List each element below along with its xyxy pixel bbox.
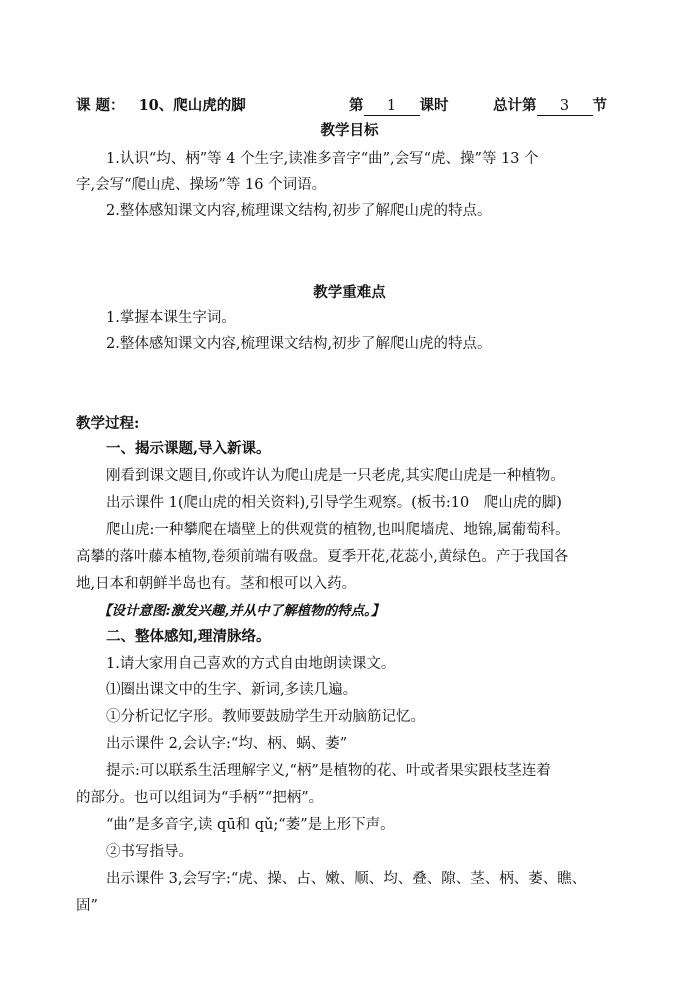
total-number: 3	[537, 97, 593, 116]
goals-item-1-line-2: 字,会写“爬山虎、操场”等 16 个词语。	[76, 177, 327, 193]
section-1-paragraph-3-line-1: 爬山虎:一种攀爬在墙壁上的供观赏的植物,也叫爬墙虎、地锦,属葡萄科。	[106, 522, 570, 538]
topic-value: 10、爬山虎的脚	[138, 97, 246, 114]
section-2-paragraph-1: 1.请大家用自己喜欢的方式自由地朗读课文。	[106, 656, 396, 672]
topic-label: 课 题：	[76, 97, 125, 114]
section-2-paragraph-7: ②书写指导。	[106, 844, 193, 860]
keypoints-item-2: 2.整体感知课文内容,梳理课文结构,初步了解爬山虎的特点。	[106, 336, 492, 352]
section-2-paragraph-5-line-1: 提示:可以联系生活理解字义,“柄”是植物的花、叶或者果实跟枝茎连着	[106, 763, 551, 779]
section-1-paragraph-3-line-3: 地,日本和朝鲜半岛也有。茎和根可以入药。	[76, 576, 357, 592]
section-2-heading: 二、整体感知,理清脉络。	[106, 628, 271, 645]
header-topic	[76, 96, 246, 116]
section-1-heading: 一、揭示课题,导入新课。	[106, 440, 271, 457]
header-total	[493, 96, 607, 116]
section-1-paragraph-3-line-2: 高攀的落叶藤本植物,卷须前端有吸盘。夏季开花,花蕊小,黄绿色。产于我国各	[76, 549, 569, 565]
period-number: 1	[364, 97, 420, 116]
process-title: 教学过程:	[76, 415, 140, 432]
section-2-paragraph-8-line-1: 出示课件 3,会写字:“虎、操、占、嫩、顺、均、叠、隙、茎、柄、萎、瞧、	[106, 871, 587, 887]
header-period	[349, 96, 449, 116]
section-1-paragraph-1: 刚看到课文题目,你或许认为爬山虎是一只老虎,其实爬山虎是一种植物。	[106, 468, 565, 484]
keypoints-item-1: 1.掌握本课生字词。	[106, 310, 236, 326]
goals-item-1-line-1: 1.认识“均、柄”等 4 个生字,读准多音字“曲”,会写“虎、操”等 13 个	[106, 151, 539, 167]
goals-item-2: 2.整体感知课文内容,梳理课文结构,初步了解爬山虎的特点。	[106, 203, 492, 219]
period-prefix: 第	[349, 97, 364, 114]
goals-title: 教学目标	[320, 122, 379, 139]
section-2-paragraph-5-line-2: 的部分。也可以组词为“手柄”“把柄”。	[76, 790, 324, 806]
total-suffix: 节	[592, 97, 607, 114]
section-2-paragraph-3: ①分析记忆字形。教师要鼓励学生开动脑筋记忆。	[106, 709, 425, 725]
section-2-paragraph-8-line-2: 固”	[76, 898, 98, 914]
section-1-paragraph-2: 出示课件 1(爬山虎的相关资料),引导学生观察。(板书:10 爬山虎的脚)	[106, 495, 562, 511]
section-2-paragraph-4: 出示课件 2,会认字:“均、柄、蜗、萎”	[106, 736, 348, 752]
total-prefix: 总计第	[493, 97, 537, 114]
section-2-paragraph-6: “曲”是多音字,读 qū和 qǔ;“萎”是上形下声。	[106, 817, 395, 833]
period-suffix: 课时	[419, 97, 449, 114]
keypoints-title: 教学重难点	[313, 284, 386, 301]
section-2-paragraph-2: ⑴圈出课文中的生字、新词,多读几遍。	[106, 682, 358, 698]
design-intent-note: 【设计意图:激发兴趣,并从中了解植物的特点。】	[98, 603, 385, 619]
